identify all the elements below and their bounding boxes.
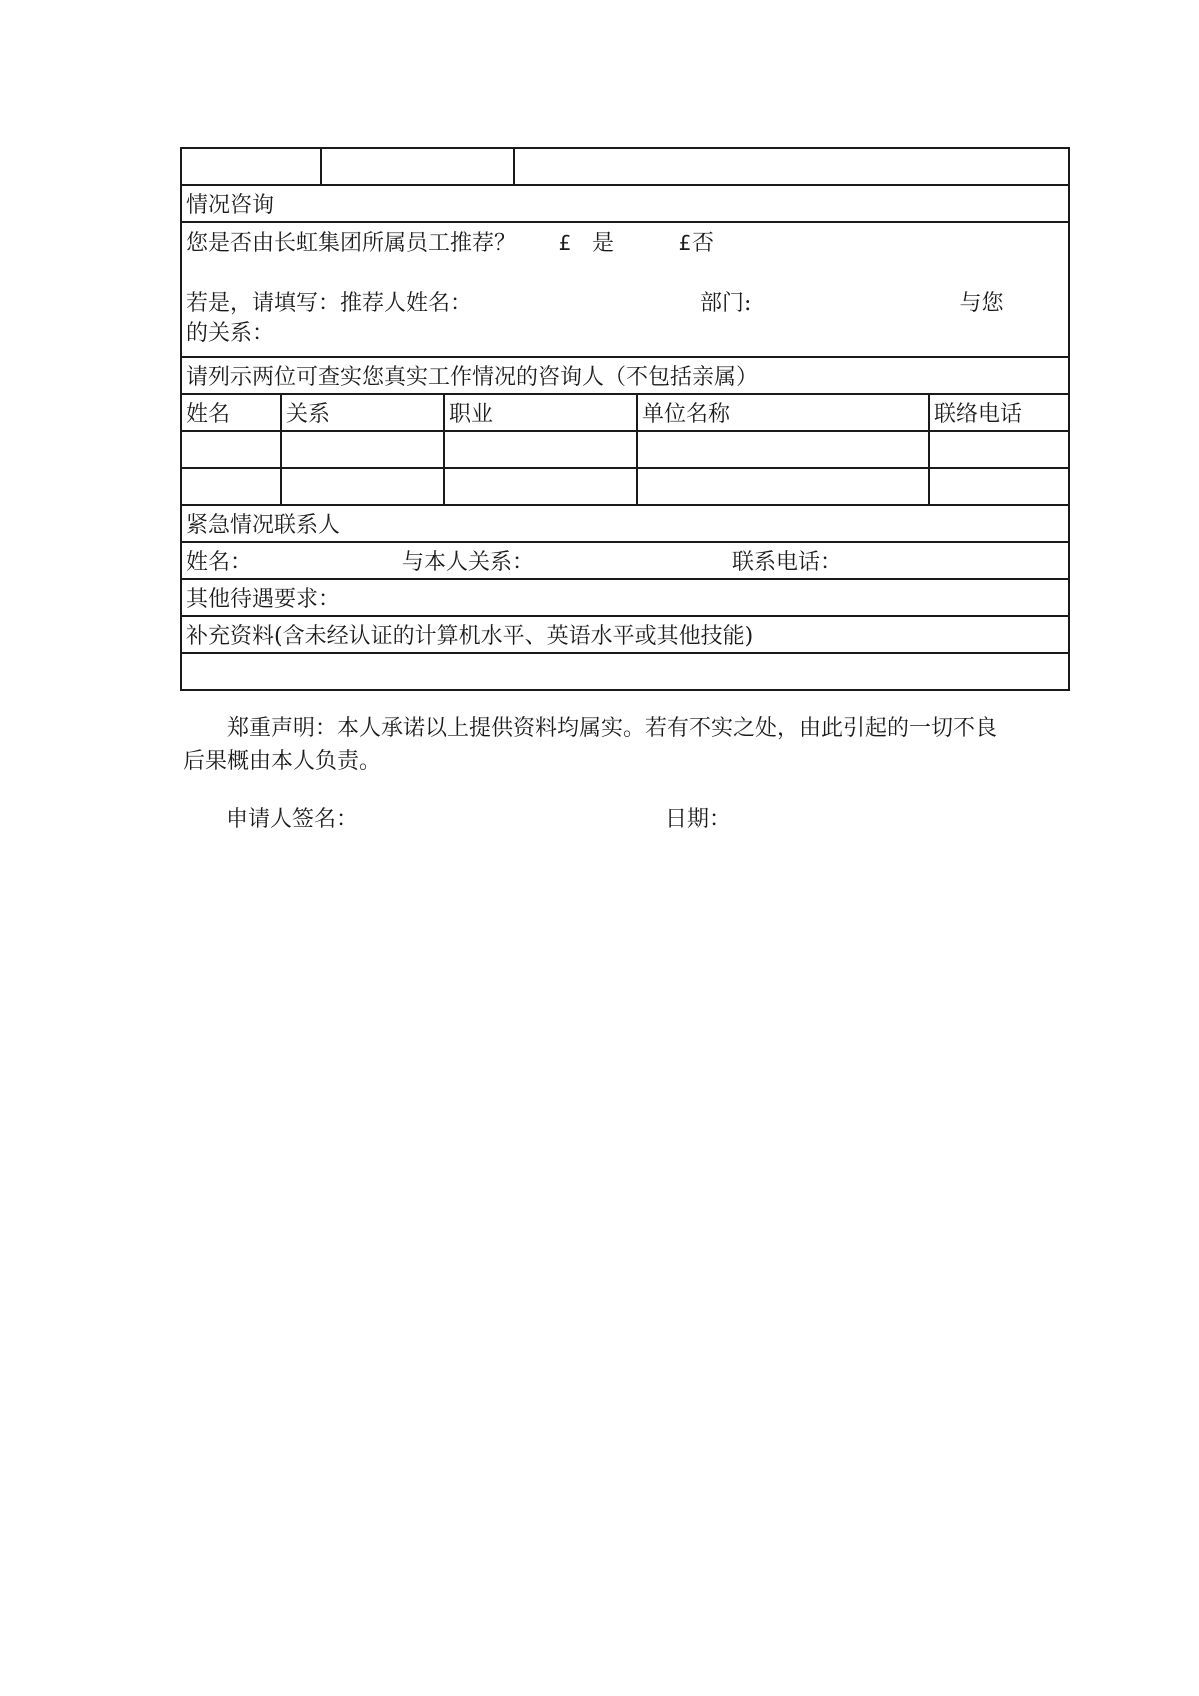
supplement-label: 补充资料(含未经认证的计算机水平、英语水平或其他技能): [181, 616, 1069, 653]
emergency-row: [181, 542, 1069, 579]
signature-label: 申请人签名：: [226, 807, 359, 832]
no-label: 否: [692, 231, 715, 256]
emergency-header: 紧急情况联系人: [181, 505, 1069, 542]
reference-row: [181, 431, 1069, 468]
reference-1-name[interactable]: [181, 431, 281, 468]
referral-fill-line: [186, 289, 1064, 319]
supplement-value-row: [181, 653, 1069, 690]
situation-header: 情况咨询: [181, 185, 1069, 222]
yes-label: 是: [592, 231, 615, 256]
referral-relation-label-b: 的关系：: [186, 321, 275, 346]
referral-question: 您是否由长虹集团所属员工推荐？: [186, 231, 517, 256]
top-cell-3[interactable]: [514, 148, 1069, 185]
yes-checkbox[interactable]: £: [558, 231, 572, 255]
reference-col-relation: 关系: [281, 394, 444, 431]
emergency-name-label: 姓名：: [186, 550, 253, 575]
referral-fill-label: 若是，请填写：推荐人姓名：: [186, 291, 473, 316]
other-requirements-row: [181, 579, 1069, 616]
emergency-phone-label: 联系电话：: [732, 550, 843, 575]
reference-row: [181, 468, 1069, 505]
reference-col-phone: 联络电话: [929, 394, 1069, 431]
referral-relation-label-a: 与您: [959, 291, 1004, 316]
application-form-table: [180, 147, 1070, 691]
referral-cell: [181, 222, 1069, 357]
reference-2-occupation[interactable]: [444, 468, 637, 505]
reference-columns-row: [181, 394, 1069, 431]
reference-2-name[interactable]: [181, 468, 281, 505]
reference-1-phone[interactable]: [929, 431, 1069, 468]
top-row: [181, 148, 1069, 185]
referral-question-line: [186, 229, 1064, 259]
other-requirements[interactable]: 其他待遇要求：: [181, 579, 1069, 616]
supplement-value[interactable]: [181, 653, 1069, 690]
emergency-cell[interactable]: [181, 542, 1069, 579]
situation-header-row: [181, 185, 1069, 222]
reference-col-employer: 单位名称: [637, 394, 929, 431]
reference-2-relation[interactable]: [281, 468, 444, 505]
reference-1-relation[interactable]: [281, 431, 444, 468]
reference-header: 请列示两位可查实您真实工作情况的咨询人（不包括亲属）: [181, 357, 1069, 394]
top-cell-1[interactable]: [181, 148, 321, 185]
reference-2-phone[interactable]: [929, 468, 1069, 505]
top-cell-2[interactable]: [321, 148, 514, 185]
referral-dept-label: 部门:: [700, 291, 752, 316]
emergency-relation-label: 与本人关系：: [402, 550, 535, 575]
reference-col-name: 姓名: [181, 394, 281, 431]
emergency-header-row: [181, 505, 1069, 542]
referral-row: [181, 222, 1069, 357]
reference-1-occupation[interactable]: [444, 431, 637, 468]
reference-col-occupation: 职业: [444, 394, 637, 431]
supplement-row: [181, 616, 1069, 653]
reference-1-employer[interactable]: [637, 431, 929, 468]
reference-header-row: [181, 357, 1069, 394]
date-label: 日期：: [665, 807, 732, 832]
declaration-text: 郑重声明：本人承诺以上提供资料均属实。若有不实之处，由此引起的一切不良后果概由本人负责。: [183, 716, 998, 774]
reference-2-employer[interactable]: [637, 468, 929, 505]
no-checkbox[interactable]: £: [678, 231, 692, 255]
